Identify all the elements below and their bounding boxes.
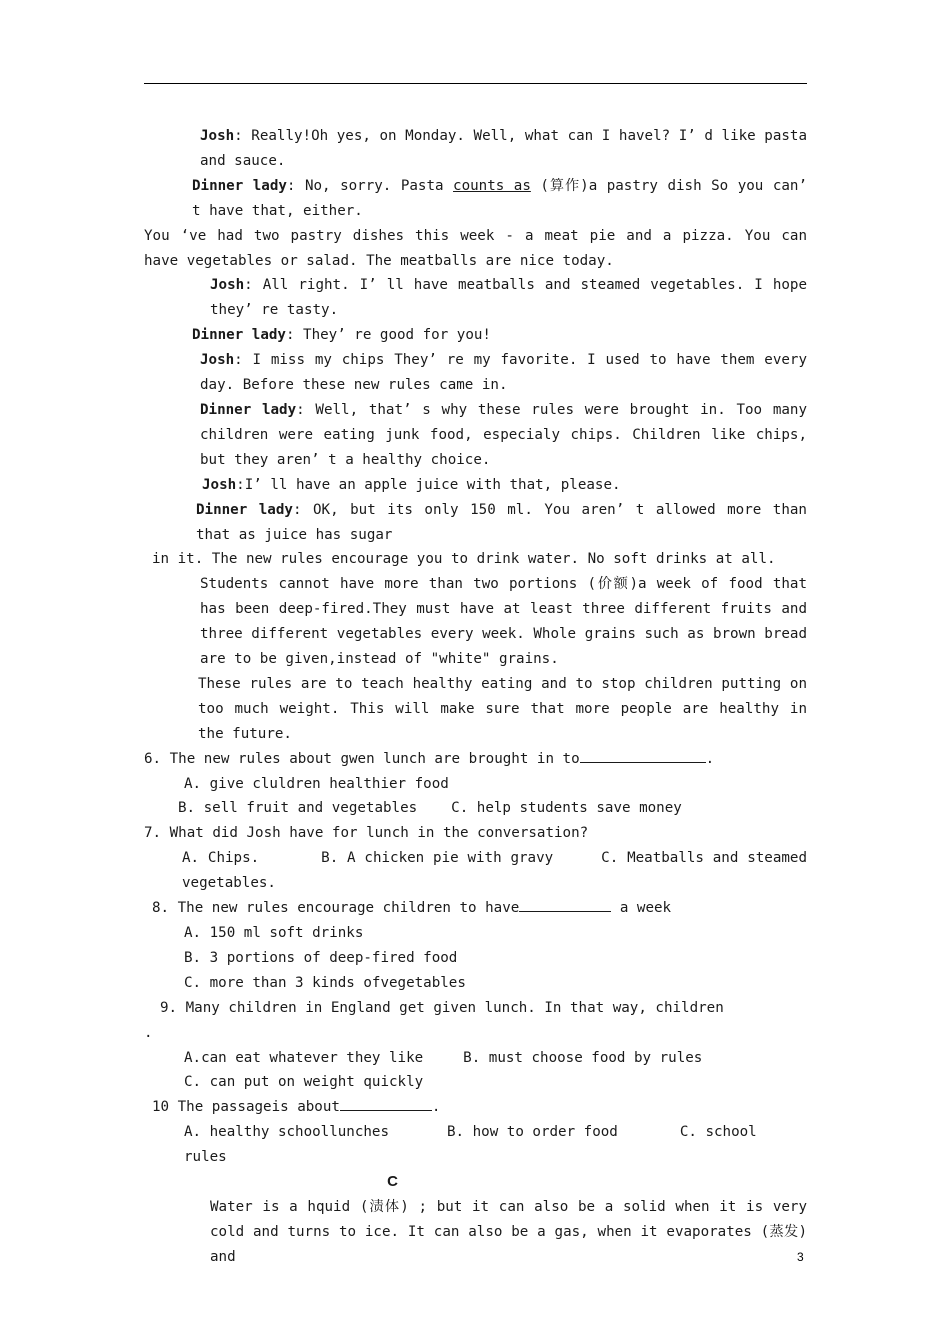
option-c: C. more than 3 kinds ofvegetables xyxy=(184,974,466,991)
page-number: 3 xyxy=(797,1250,804,1264)
document-body xyxy=(144,124,807,1270)
question-10 xyxy=(144,1095,807,1120)
option-a: A. 150 ml soft drinks xyxy=(184,925,364,941)
dialogue-text: : I miss my chips They’ re my favorite. I used to have them every day. Before these new rules came in. xyxy=(200,352,807,394)
dialogue-line xyxy=(144,348,807,398)
option-a: A.can eat whatever they like xyxy=(184,1049,424,1066)
paragraph: Students cannot have more than two portions (价额)a week of food that has been deep-fired.They must have at least three different fruits and three different vegetables every week. Whole grains such as brown bread are to be given,instead of "white" grains. xyxy=(200,576,807,668)
dialogue-line xyxy=(144,174,807,224)
dialogue-text: : All right. I’ ll have meatballs and steamed vegetables. I hope they’ re tasty. xyxy=(210,277,807,319)
option-b: B. must choose food by rules xyxy=(463,1049,703,1066)
speaker-label: Josh xyxy=(200,352,235,369)
dialogue-text: in it. The new rules encourage you to drink water. No soft drinks at all. xyxy=(152,551,776,568)
option-row xyxy=(144,1120,807,1170)
speaker-label: Dinner lady xyxy=(196,501,293,518)
question-stem-end: . xyxy=(144,1024,153,1041)
dialogue-line xyxy=(144,398,807,473)
option-a: A. give cluldren healthier food xyxy=(184,775,449,792)
dialogue-line xyxy=(144,323,807,348)
speaker-label: Josh xyxy=(202,476,237,493)
question-stem-end: . xyxy=(431,1099,441,1116)
option-c: C. can put on weight quickly xyxy=(184,1074,424,1091)
dialogue-text: : Really!Oh yes, on Monday. Well, what can I havel? I’ d like pasta and sauce. xyxy=(200,128,807,169)
dialogue-text: : Well, that’ s why these rules were brought in. Too many children were eating junk food, especialy chips. Children like chips, but they aren’ t a healthy choice. xyxy=(200,401,807,468)
speaker-label: Dinner lady xyxy=(200,401,297,418)
section-heading: C xyxy=(387,1173,398,1191)
dialogue-line xyxy=(144,273,807,323)
option-c: C. help students save money xyxy=(451,800,682,817)
option-b: B. A chicken pie with gravy xyxy=(321,850,554,867)
option-c: C. school rules xyxy=(184,1124,757,1166)
option-row xyxy=(144,846,807,896)
dialogue-text: (算作)a pastry dish So you can’ t have that, either. xyxy=(192,177,808,219)
option-c: C. Meatballs and steamed vegetables. xyxy=(182,850,808,892)
option-row xyxy=(144,796,807,821)
option-b: B. how to order food xyxy=(447,1124,618,1141)
question-stem: 6. The new rules about gwen lunch are brought in to xyxy=(144,750,580,767)
answer-blank xyxy=(340,1096,432,1111)
dialogue-line xyxy=(144,224,807,274)
question-stem-end: . xyxy=(705,750,715,767)
dialogue-text: : They’ re good for you! xyxy=(285,327,491,344)
question-8 xyxy=(144,896,807,921)
dialogue-line xyxy=(144,124,807,174)
speaker-label: Josh xyxy=(210,277,245,294)
dialogue-line xyxy=(144,473,807,498)
answer-blank xyxy=(580,748,706,763)
option-b: B. 3 portions of deep-fired food xyxy=(184,949,458,966)
question-stem-end: a week xyxy=(611,900,672,917)
speaker-label: Dinner lady xyxy=(192,327,286,344)
speaker-label: Josh xyxy=(200,128,235,144)
dialogue-text: :I’ ll have an apple juice with that, please. xyxy=(236,476,621,493)
option-a: A. Chips. xyxy=(182,850,260,867)
option-b: B. sell fruit and vegetables xyxy=(178,800,418,817)
question-stem: 8. The new rules encourage children to have xyxy=(152,900,520,917)
dialogue-line xyxy=(144,498,807,548)
header-rule xyxy=(144,83,807,84)
question-7: 7. What did Josh have for lunch in the conversation? xyxy=(144,825,589,842)
speaker-label: Dinner lady xyxy=(192,177,287,194)
option-a: A. healthy schoollunches xyxy=(184,1124,389,1141)
option-row xyxy=(144,1046,807,1071)
dialogue-text: : No, sorry. Pasta xyxy=(286,177,454,194)
question-stem: 9. Many children in England get given lunch. In that way, children xyxy=(160,999,724,1016)
paragraph: Water is a hquid (渍体) ; but it can also be a solid when it is very cold and turns to ice. It can also be a gas, when it evaporates (蒸发) and xyxy=(210,1198,807,1265)
dialogue-line xyxy=(144,547,807,572)
underlined-phrase: counts as xyxy=(453,177,531,194)
paragraph: These rules are to teach healthy eating and to stop children putting on too much weight. This will make sure that more people are healthy in the future. xyxy=(198,675,807,742)
question-stem: 10 The passageis about xyxy=(152,1099,340,1116)
dialogue-text: You ‘ve had two pastry dishes this week - a meat pie and a pizza. You can have vegetables or salad. The meatballs are nice today. xyxy=(144,227,807,269)
question-9 xyxy=(144,996,807,1021)
answer-blank xyxy=(519,897,611,912)
question-6 xyxy=(144,747,807,772)
dialogue-text: : OK, but its only 150 ml. You aren’ t allowed more than that as juice has sugar xyxy=(196,501,807,543)
